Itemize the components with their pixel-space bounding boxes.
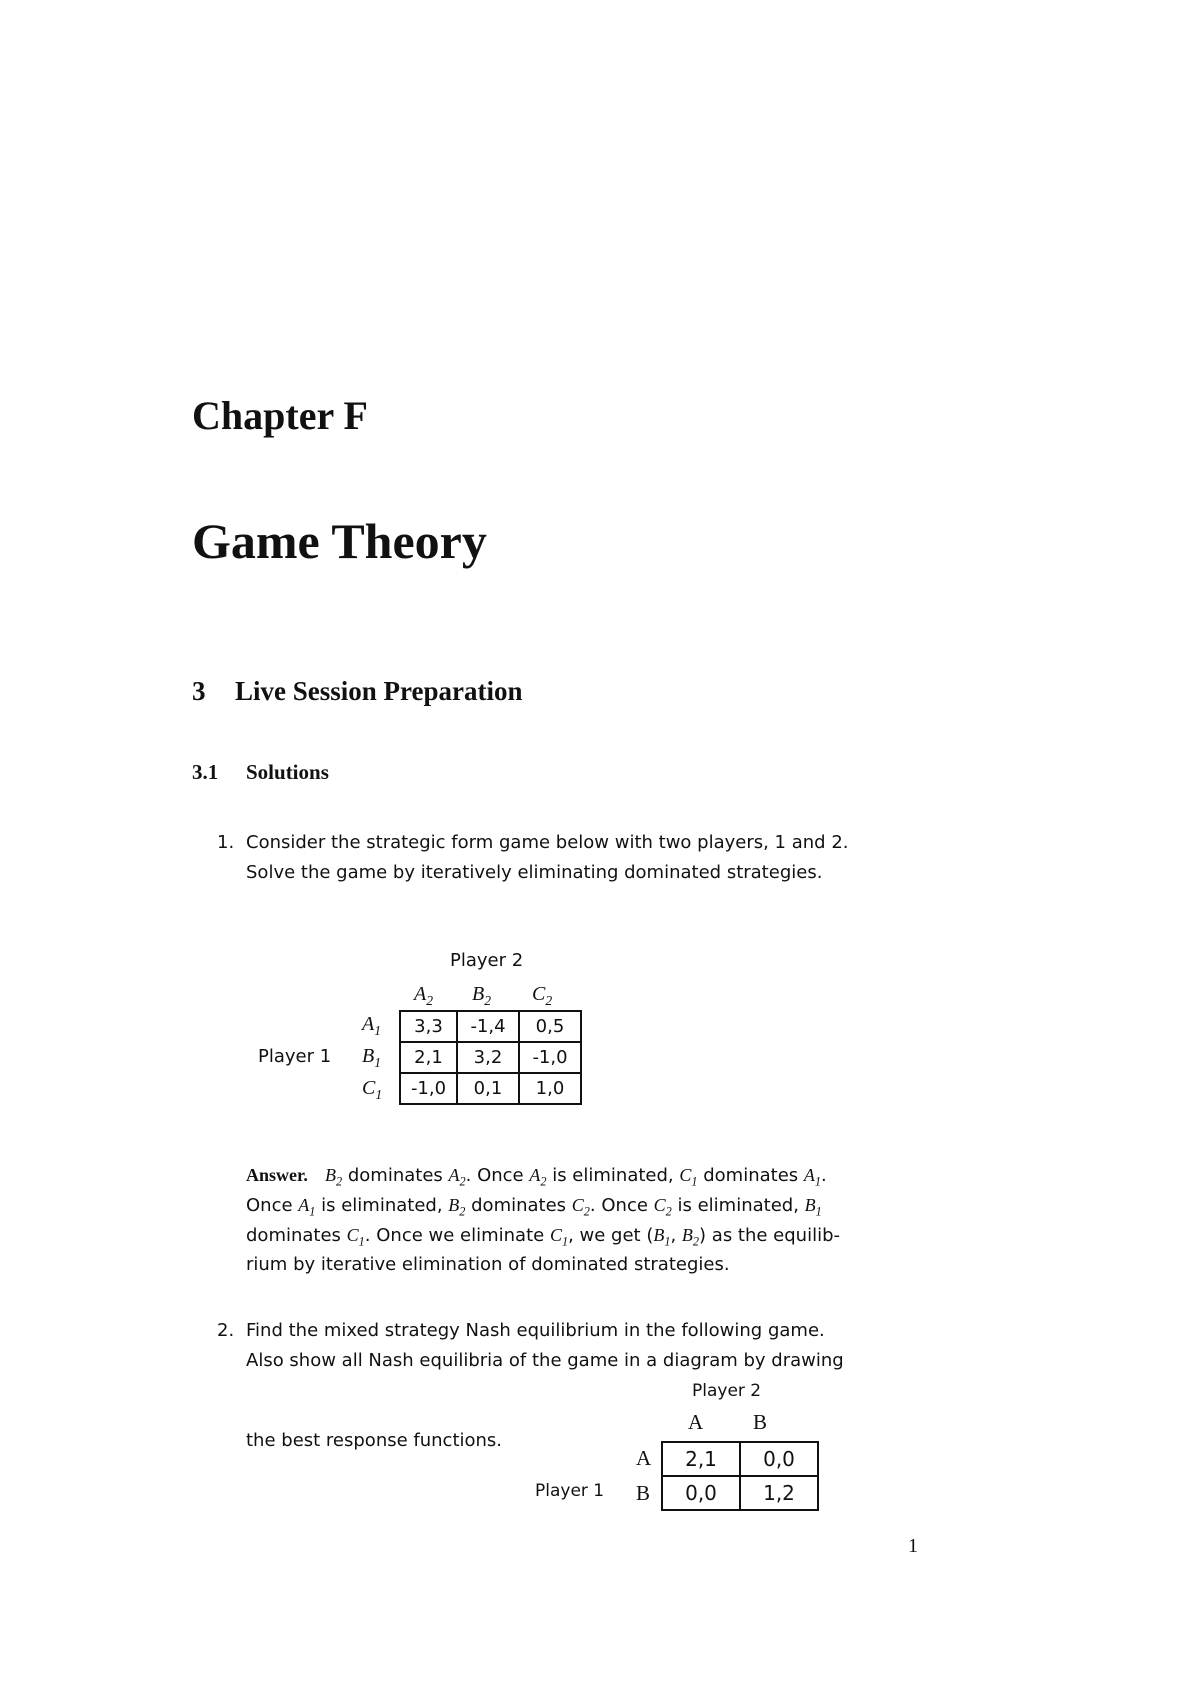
payoff-cell: 2,1 (400, 1042, 457, 1073)
payoff-cell: 1,2 (740, 1476, 818, 1510)
payoff-cell: -1,0 (519, 1042, 581, 1073)
payoff-cell: -1,0 (400, 1073, 457, 1104)
answer-line-4: rium by iterative elimination of dominated strategies. (246, 1254, 730, 1275)
payoff-cell: 0,5 (519, 1011, 581, 1042)
answer-line-1: Answer. $B_2$ dominates $A_2$. Once $A_2$ is eliminated, $C_1$ dominates $A_1$. (246, 1165, 827, 1189)
chapter-title: Game Theory (192, 513, 487, 569)
table-row (400, 1042, 581, 1073)
game2-col-header-b: B (753, 1410, 768, 1434)
payoff-cell: -1,4 (457, 1011, 519, 1042)
game1-player2-label: Player 2 (450, 950, 524, 971)
question-1-line-2: Solve the game by iteratively eliminating dominated strategies. (246, 862, 823, 883)
game2-player2-label: Player 2 (692, 1381, 762, 1401)
game1-player1-label: Player 1 (258, 1046, 332, 1067)
payoff-cell: 0,1 (457, 1073, 519, 1104)
page-number: 1 (908, 1535, 918, 1557)
chapter-label: Chapter F (192, 393, 368, 438)
table-row (662, 1442, 818, 1476)
question-1-line-1: Consider the strategic form game below with two players, 1 and 2. (246, 832, 849, 853)
question-2-line-3: the best response functions. (246, 1430, 503, 1451)
game1-col-header-c2: $C_2$ (532, 983, 553, 1008)
table-row (400, 1011, 581, 1042)
game1-payoff-table (399, 1010, 582, 1105)
payoff-cell: 0,0 (662, 1476, 740, 1510)
payoff-cell: 3,2 (457, 1042, 519, 1073)
question-2-line-1: Find the mixed strategy Nash equilibrium in the following game. (246, 1320, 825, 1341)
section-number: 3 (192, 676, 206, 706)
table-row (662, 1476, 818, 1510)
game2-row-header-a: A (636, 1446, 652, 1470)
payoff-cell: 3,3 (400, 1011, 457, 1042)
question-2-number: 2. (217, 1320, 235, 1341)
game1-col-header-a2: $A_2$ (414, 983, 434, 1008)
question-1-number: 1. (217, 832, 235, 853)
subsection-title: Solutions (246, 760, 329, 784)
question-2-line-2: Also show all Nash equilibria of the game in a diagram by drawing (246, 1350, 844, 1371)
game1-row-header-c1: $C_1$ (362, 1077, 383, 1102)
answer-label: Answer. (246, 1165, 308, 1185)
table-row (400, 1073, 581, 1104)
game2-row-header-b: B (636, 1481, 651, 1505)
game1-col-header-b2: $B_2$ (472, 983, 492, 1008)
game2-player1-label: Player 1 (535, 1481, 605, 1501)
game1-row-header-a1: $A_1$ (362, 1013, 382, 1038)
answer-line-3: dominates $C_1$. Once we eliminate $C_1$, we get ($B_1$, $B_2$) as the equilib- (246, 1225, 841, 1249)
game2-col-header-a: A (688, 1410, 704, 1434)
game1-row-header-b1: $B_1$ (362, 1045, 382, 1070)
section-title: Live Session Preparation (235, 676, 523, 706)
answer-line-2: Once $A_1$ is eliminated, $B_2$ dominates $C_2$. Once $C_2$ is eliminated, $B_1$ (246, 1195, 822, 1219)
subsection-number: 3.1 (192, 760, 219, 784)
payoff-cell: 0,0 (740, 1442, 818, 1476)
game2-payoff-table (661, 1441, 819, 1511)
payoff-cell: 1,0 (519, 1073, 581, 1104)
payoff-cell: 2,1 (662, 1442, 740, 1476)
